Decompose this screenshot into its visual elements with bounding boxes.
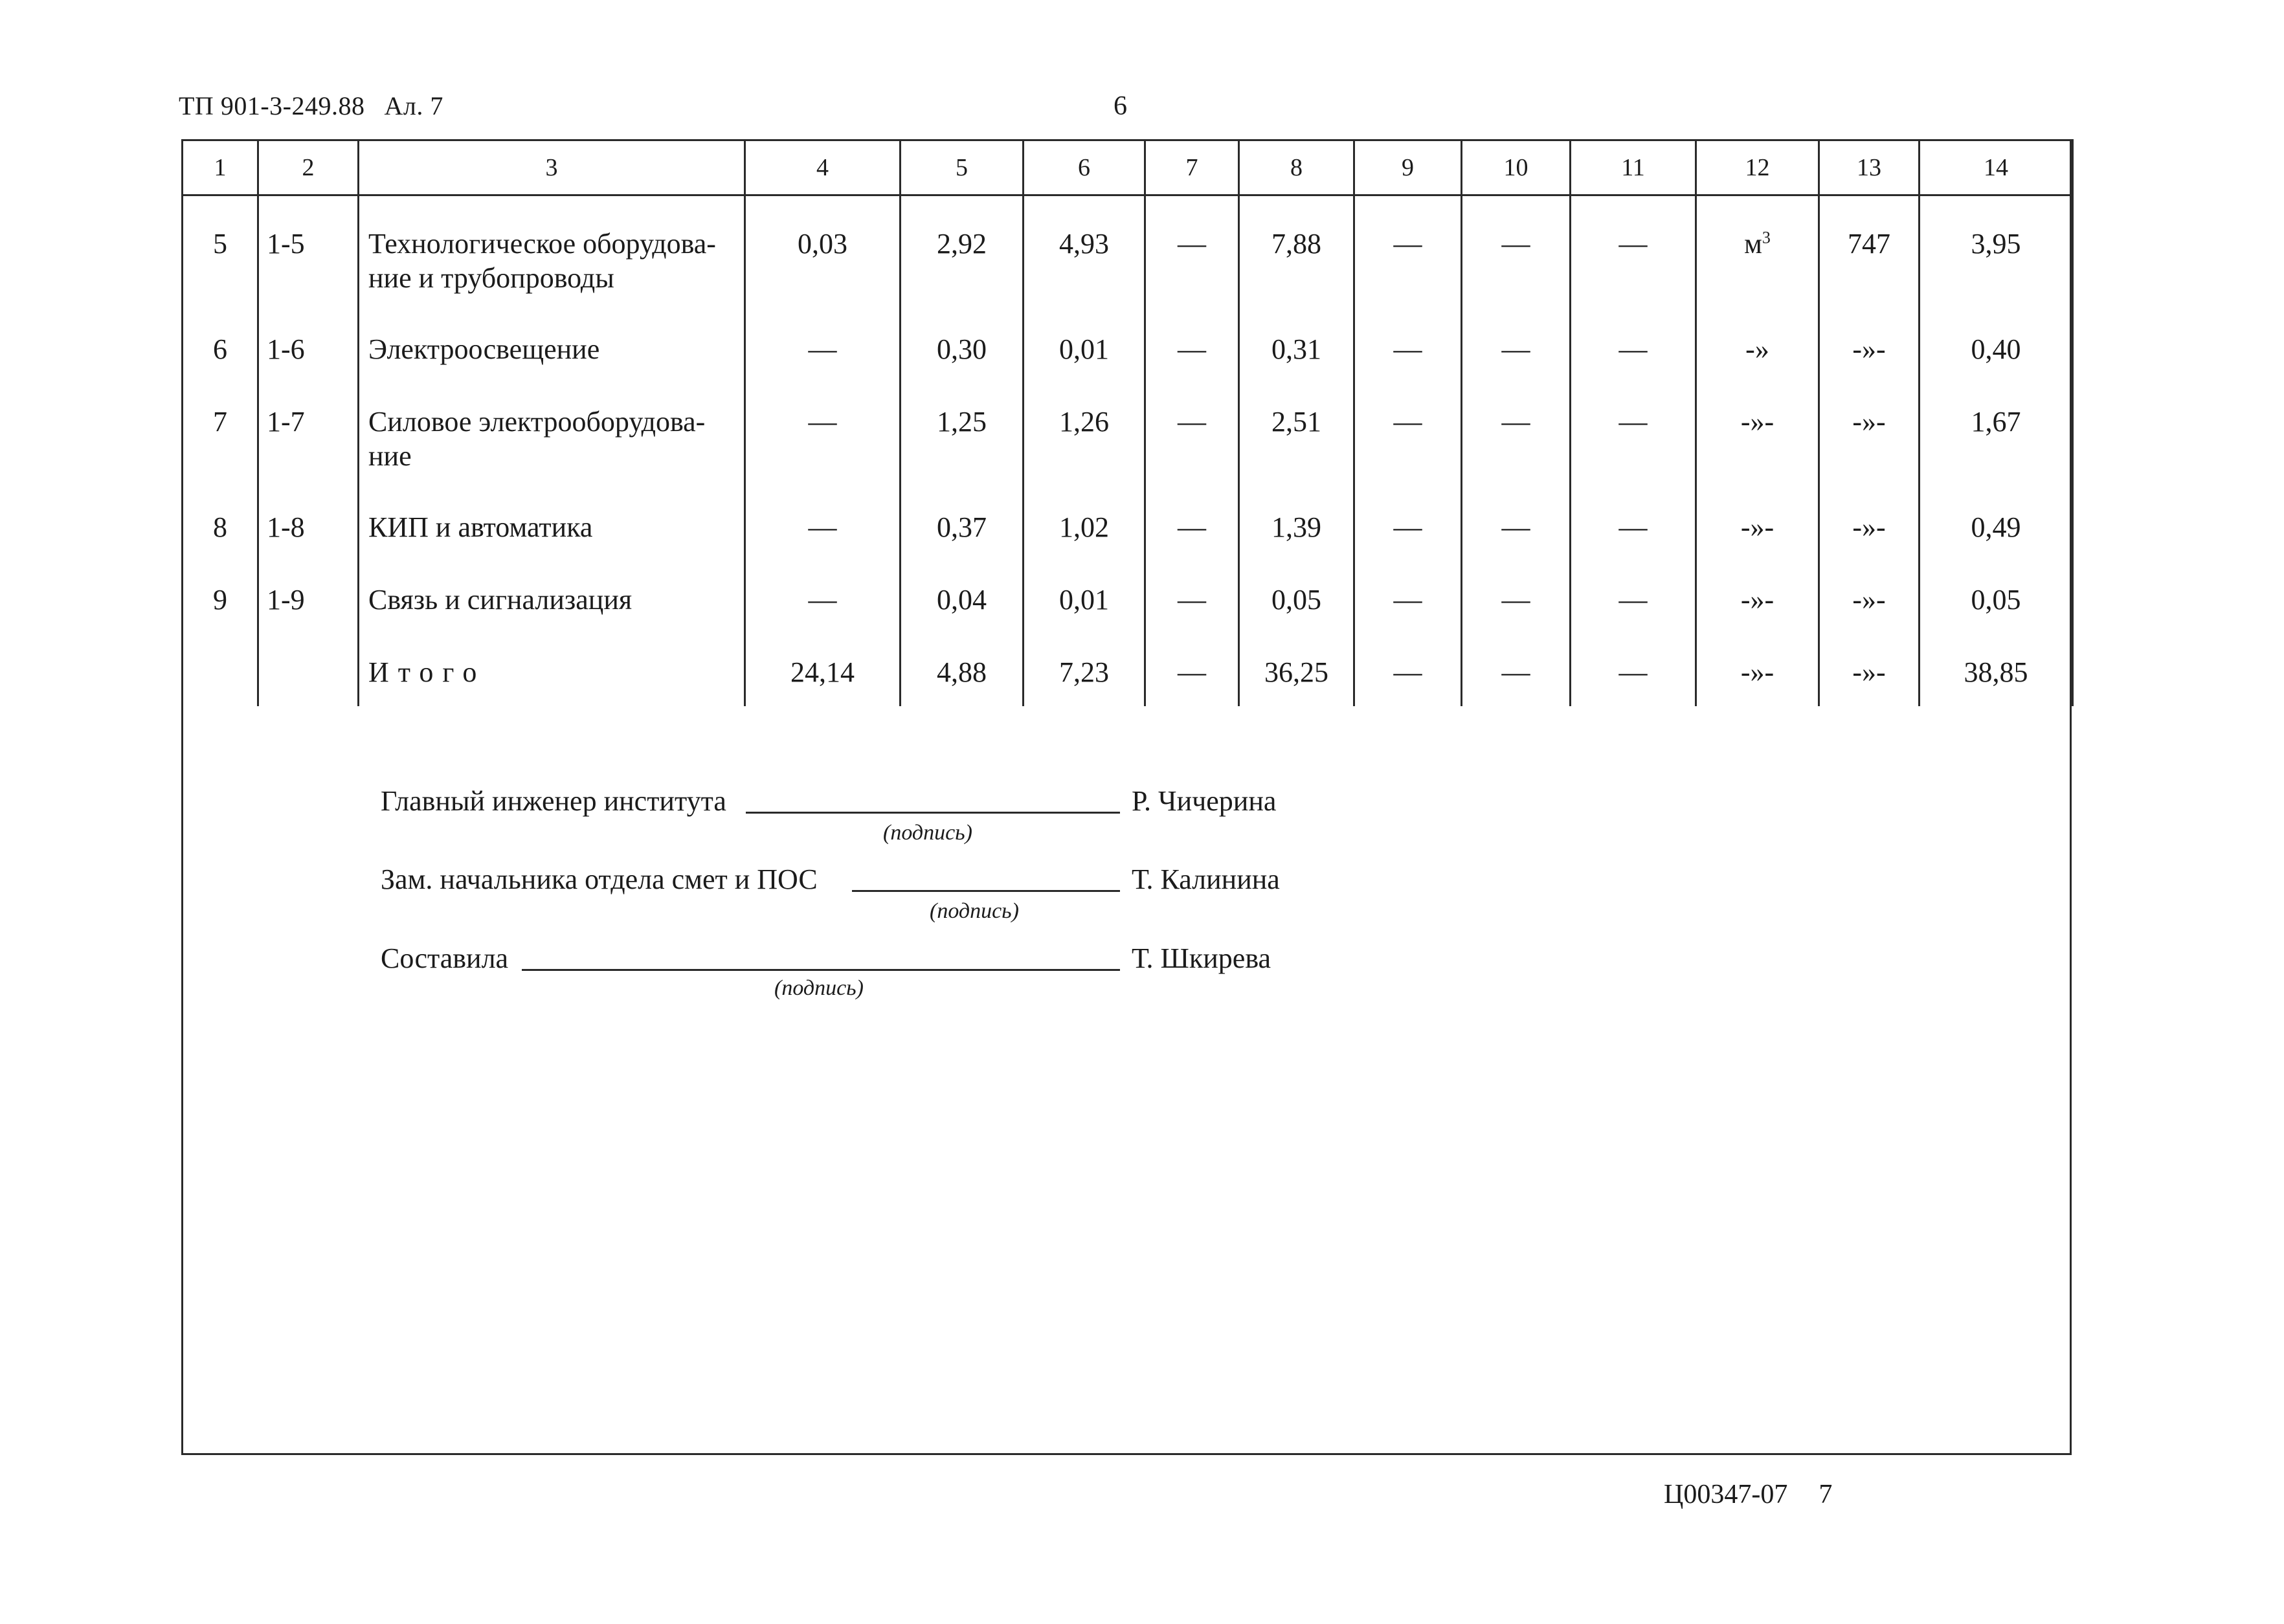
estimate-table	[181, 139, 2074, 706]
column-header: 10	[1462, 140, 1571, 195]
cell: -»-	[1696, 641, 1819, 706]
column-header: 6	[1024, 140, 1145, 195]
cell: 7,88	[1239, 195, 1354, 319]
signature-line	[746, 812, 1120, 814]
column-header: 2	[258, 140, 359, 195]
table-row	[183, 496, 2073, 569]
document-code: ТП 901-3-249.88	[179, 91, 365, 120]
cell: —	[1354, 318, 1462, 391]
cell: -»-	[1696, 391, 1819, 496]
unit-exponent: 3	[1762, 228, 1771, 247]
cell: -»-	[1819, 569, 1920, 641]
column-header: 7	[1145, 140, 1239, 195]
cell: 0,03	[745, 195, 901, 319]
signature-person: Т. Шкирева	[1132, 942, 1271, 974]
item-code	[258, 641, 359, 706]
cell: —	[1354, 569, 1462, 641]
cell: 0,31	[1239, 318, 1354, 391]
cell: -»-	[1819, 496, 1920, 569]
signature-caption: (подпись)	[883, 821, 972, 845]
cell: —	[1571, 195, 1696, 319]
cell: 0,01	[1024, 569, 1145, 641]
cell: —	[1462, 391, 1571, 496]
cell: -»-	[1696, 569, 1819, 641]
cell: 0,30	[901, 318, 1024, 391]
table-row	[183, 569, 2073, 641]
cell: —	[1571, 641, 1696, 706]
cell: —	[1354, 195, 1462, 319]
signature-role: Составила	[381, 942, 509, 974]
cell: —	[1354, 641, 1462, 706]
column-header: 1	[183, 140, 258, 195]
cell: —	[1354, 496, 1462, 569]
table-row	[183, 318, 2073, 391]
total-label: Итого	[359, 641, 745, 706]
column-header: 3	[359, 140, 745, 195]
cell: 2,92	[901, 195, 1024, 319]
cell: —	[1145, 318, 1239, 391]
cell: —	[745, 318, 901, 391]
cell: —	[1145, 569, 1239, 641]
column-header: 4	[745, 140, 901, 195]
cell: 0,37	[901, 496, 1024, 569]
cell: —	[1145, 641, 1239, 706]
cell: —	[1571, 496, 1696, 569]
cell: 1,39	[1239, 496, 1354, 569]
signature-role: Главный инженер института	[381, 785, 726, 817]
cell: -»-	[1696, 496, 1819, 569]
cell: —	[1571, 391, 1696, 496]
cell: 0,04	[901, 569, 1024, 641]
cell: 2,51	[1239, 391, 1354, 496]
row-number: 9	[183, 569, 258, 641]
footer-sheet: 7	[1819, 1480, 1833, 1509]
cell: —	[1145, 496, 1239, 569]
cell: 4,88	[901, 641, 1024, 706]
item-name: Силовое электрооборудова- ние	[359, 391, 745, 496]
cell: —	[1571, 569, 1696, 641]
cell: —	[1462, 641, 1571, 706]
cell: —	[1462, 496, 1571, 569]
column-header: 11	[1571, 140, 1696, 195]
signature-line	[522, 969, 1120, 971]
document-footer	[1664, 1479, 1832, 1510]
item-name: КИП и автоматика	[359, 496, 745, 569]
cell: —	[1462, 195, 1571, 319]
cell: 38,85	[1920, 641, 2073, 706]
cell: 3,95	[1920, 195, 2073, 319]
signature-caption: (подпись)	[930, 899, 1019, 923]
signature-line	[852, 890, 1120, 892]
cell: -»-	[1819, 391, 1920, 496]
column-header: 13	[1819, 140, 1920, 195]
column-number-row	[183, 140, 2073, 195]
item-name: Связь и сигнализация	[359, 569, 745, 641]
item-name: Электроосвещение	[359, 318, 745, 391]
cell: 0,01	[1024, 318, 1145, 391]
unit-cell	[1696, 195, 1819, 319]
unit-base: м	[1744, 228, 1762, 260]
cell: —	[1462, 569, 1571, 641]
cell: 1,25	[901, 391, 1024, 496]
item-code: 1-7	[258, 391, 359, 496]
item-code: 1-5	[258, 195, 359, 319]
item-code: 1-6	[258, 318, 359, 391]
cell: —	[1354, 391, 1462, 496]
item-code: 1-8	[258, 496, 359, 569]
column-header: 14	[1920, 140, 2073, 195]
cell: -»	[1696, 318, 1819, 391]
cell: 24,14	[745, 641, 901, 706]
row-number: 6	[183, 318, 258, 391]
cell: —	[1571, 318, 1696, 391]
signature-person: Р. Чичерина	[1132, 785, 1277, 817]
cell: 1,26	[1024, 391, 1145, 496]
footer-code: Ц00347-07	[1664, 1480, 1788, 1509]
column-header: 8	[1239, 140, 1354, 195]
cell: —	[745, 496, 901, 569]
item-code: 1-9	[258, 569, 359, 641]
cell: —	[1462, 318, 1571, 391]
page-number: 6	[1114, 91, 1127, 121]
cell: 4,93	[1024, 195, 1145, 319]
cell: 36,25	[1239, 641, 1354, 706]
cell: 0,05	[1920, 569, 2073, 641]
table-row	[183, 195, 2073, 319]
column-header: 12	[1696, 140, 1819, 195]
cell: 1,67	[1920, 391, 2073, 496]
signature-person: Т. Калинина	[1132, 863, 1280, 895]
total-row	[183, 641, 2073, 706]
cell: -»-	[1819, 641, 1920, 706]
cell: —	[745, 569, 901, 641]
column-header: 9	[1354, 140, 1462, 195]
cell: 747	[1819, 195, 1920, 319]
item-name: Технологическое оборудова- ние и трубопроводы	[359, 195, 745, 319]
cell: 1,02	[1024, 496, 1145, 569]
document-header	[179, 91, 463, 121]
column-header: 5	[901, 140, 1024, 195]
cell: 0,05	[1239, 569, 1354, 641]
cell: -»-	[1819, 318, 1920, 391]
signature-role: Зам. начальника отдела смет и ПОС	[381, 863, 818, 895]
row-number: 5	[183, 195, 258, 319]
cell: 7,23	[1024, 641, 1145, 706]
row-number: 8	[183, 496, 258, 569]
cell: —	[1145, 391, 1239, 496]
album-number: Ал. 7	[384, 91, 443, 120]
cell: —	[745, 391, 901, 496]
row-number	[183, 641, 258, 706]
cell: 0,49	[1920, 496, 2073, 569]
cell: —	[1145, 195, 1239, 319]
table-row	[183, 391, 2073, 496]
cell: 0,40	[1920, 318, 2073, 391]
signature-caption: (подпись)	[774, 976, 864, 1000]
row-number: 7	[183, 391, 258, 496]
